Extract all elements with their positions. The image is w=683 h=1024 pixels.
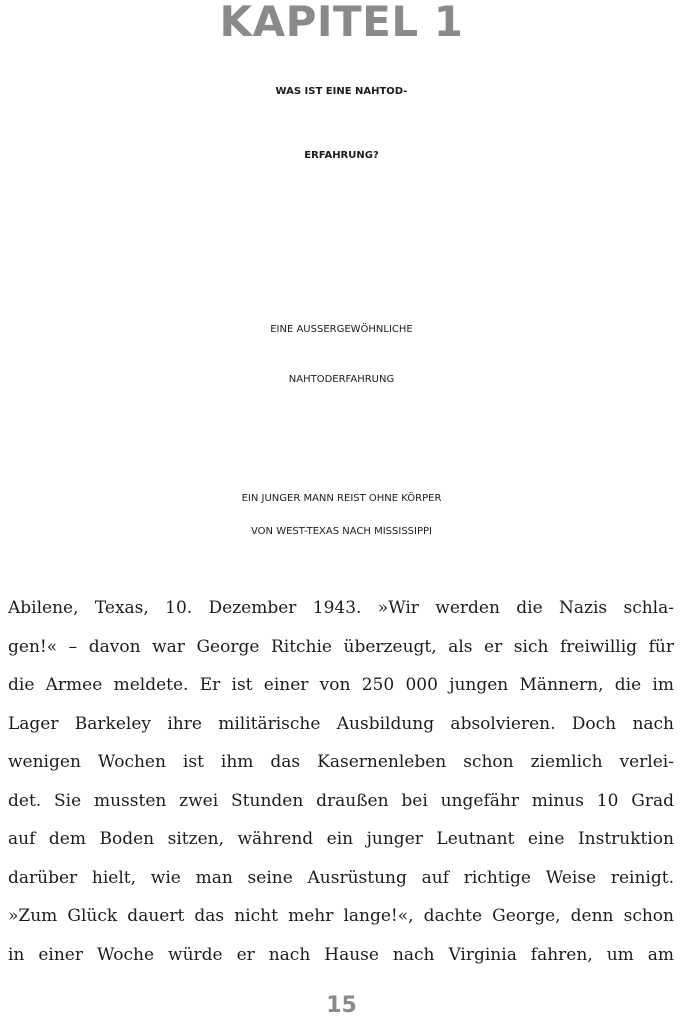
body-line: Lager Barkeley ihre militärische Ausbildung absolvieren. Doch nach (8, 713, 674, 734)
body-line: die Armee meldete. Er ist einer von 250 000 jungen Männern, die im (8, 675, 674, 695)
page-number: 15 (326, 993, 357, 1018)
chapter-title (0, 60, 683, 188)
section-title-line: NAHTODERFAHRUNG (288, 374, 395, 385)
section-title (0, 305, 683, 405)
subsection-title-line: VON WEST-TEXAS NACH MISSISSIPPI (251, 526, 432, 537)
subsection-title (0, 482, 683, 548)
chapter-title-line: WAS IST EINE NAHTOD- (275, 86, 408, 97)
body-line: det. Sie mussten zwei Stunden draußen bei ungefähr minus 10 Grad (8, 790, 674, 811)
body-line: darüber hielt, wie man seine Ausrüstung auf richtige Weise reinigt. (8, 867, 674, 888)
body-paragraph (8, 589, 674, 974)
chapter-label: KAPITEL 1 (219, 0, 464, 46)
chapter-title-line: ERFAHRUNG? (304, 150, 379, 161)
body-line: in einer Woche würde er nach Hause nach Virginia fahren, um am (8, 944, 674, 965)
body-line: »Zum Glück dauert das nicht mehr lange!«, dachte George, denn schon (8, 906, 674, 926)
section-title-line: EINE AUSSERGEWÖHNLICHE (270, 324, 413, 335)
body-line: gen!« – davon war George Ritchie überzeugt, als er sich freiwillig für (8, 636, 674, 657)
body-line: auf dem Boden sitzen, während ein junger Leutnant eine Instruktion (8, 829, 674, 849)
body-line: Abilene, Texas, 10. Dezember 1943. »Wir werden die Nazis schla- (8, 598, 674, 618)
body-line: wenigen Wochen ist ihm das Kasernenleben schon ziemlich verlei- (8, 752, 674, 772)
subsection-title-line: EIN JUNGER MANN REIST OHNE KÖRPER (241, 493, 442, 504)
